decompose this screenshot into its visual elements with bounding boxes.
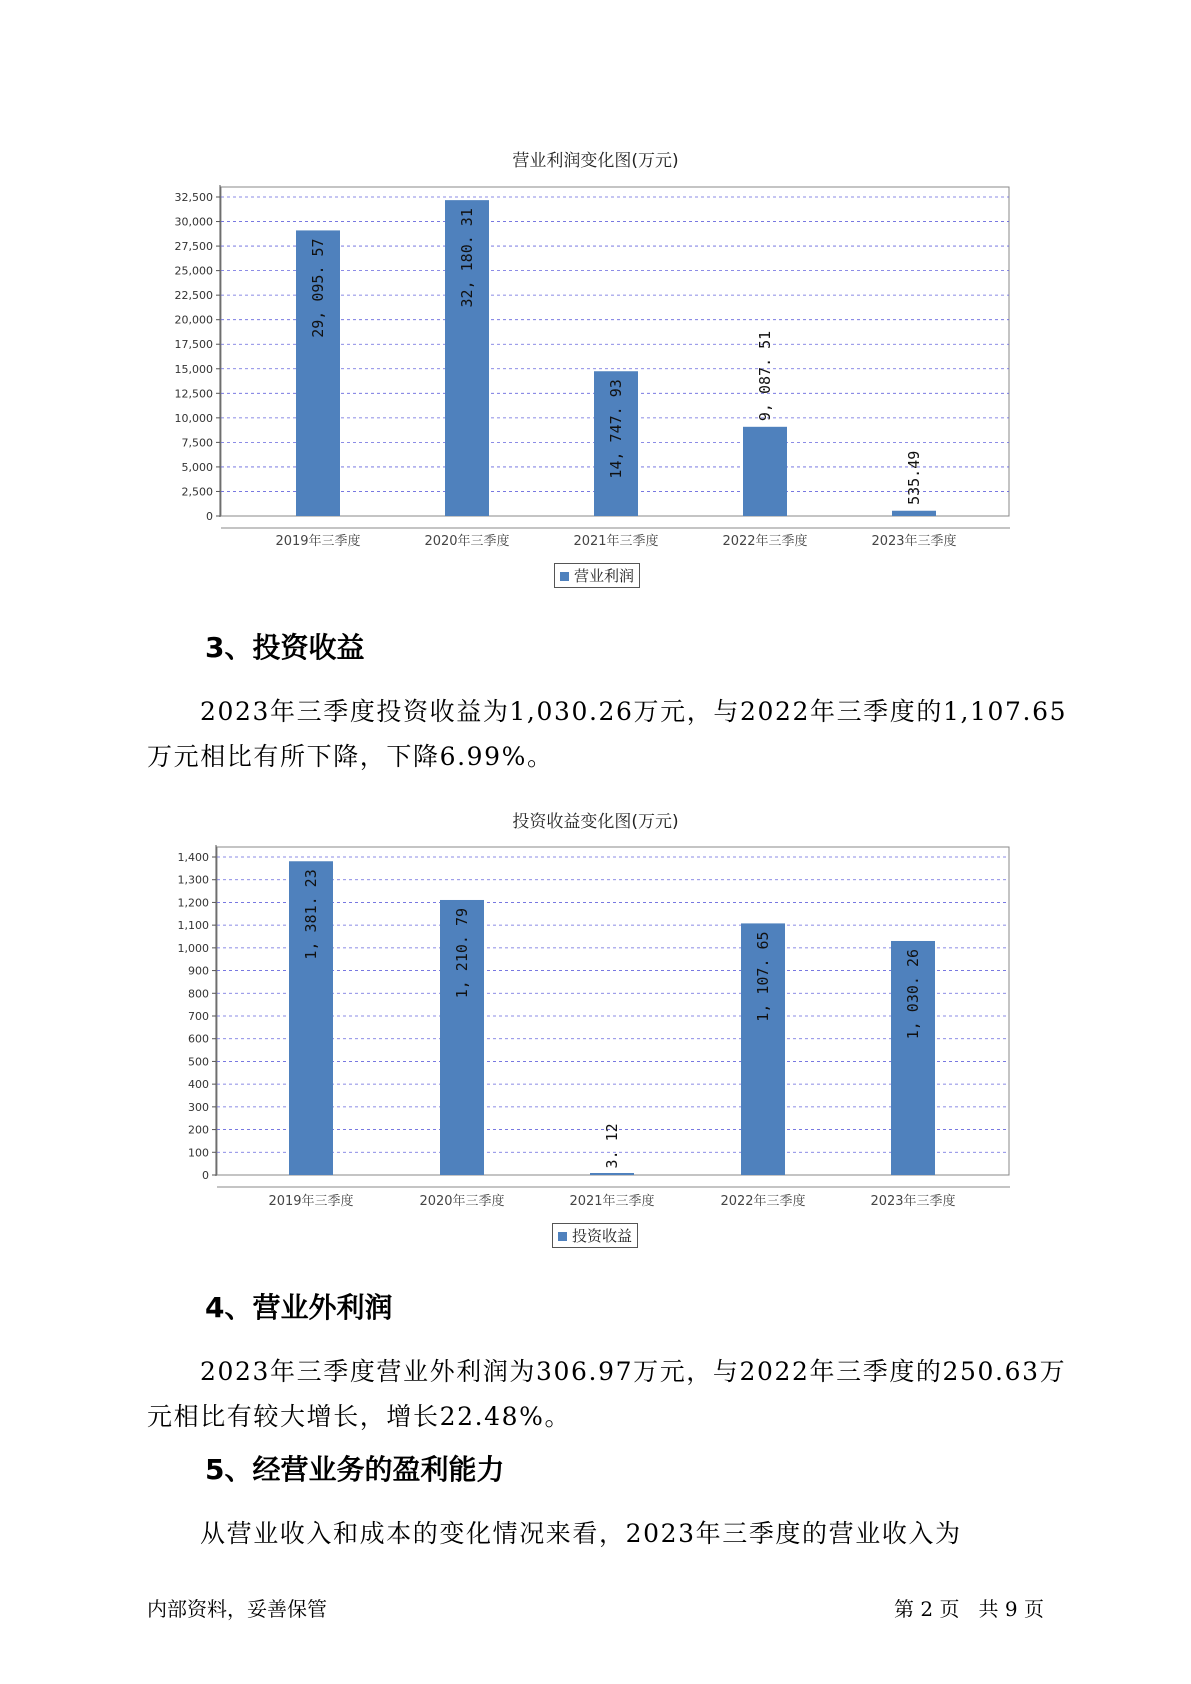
- y-tick-label: 20,000: [174, 313, 213, 327]
- legend-swatch: [558, 1232, 567, 1241]
- paragraph-line: 元相比有较大增长，增长22.48%。: [147, 1402, 572, 1431]
- section-heading-non-operating-profit: 4、营业外利润: [205, 1291, 393, 1324]
- y-tick-label: 700: [188, 1010, 209, 1023]
- y-tick-label: 7,500: [181, 436, 213, 450]
- x-tick-label: 2022年三季度: [720, 1194, 806, 1209]
- y-tick-label: 1,200: [177, 896, 209, 910]
- y-tick-label: 2,500: [181, 485, 213, 499]
- y-tick-label: 27,500: [174, 240, 213, 254]
- x-tick-label: 2020年三季度: [424, 534, 510, 549]
- bar-value-label: 1, 210. 79: [453, 907, 471, 999]
- bar-value-label: 3. 12: [603, 1123, 621, 1169]
- y-tick-label: 10,000: [174, 411, 213, 425]
- y-tick-label: 0: [202, 1169, 209, 1182]
- section-heading-profitability: 5、经营业务的盈利能力: [205, 1453, 505, 1486]
- y-tick-label: 32,500: [174, 191, 213, 204]
- y-tick-label: 900: [188, 964, 209, 978]
- legend-label: 投资收益: [572, 1227, 633, 1245]
- y-tick-label: 600: [188, 1032, 209, 1046]
- y-tick-label: 15,000: [174, 362, 213, 376]
- bar-value-label: 1, 030. 26: [904, 948, 922, 1040]
- bar: [590, 1173, 634, 1175]
- y-tick-label: 800: [188, 987, 209, 1001]
- bar-value-label: 535.49: [905, 450, 923, 505]
- y-tick-label: 400: [188, 1078, 209, 1092]
- y-tick-label: 300: [188, 1100, 209, 1114]
- chart-title: 投资收益变化图(万元): [512, 812, 679, 832]
- y-tick-label: 30,000: [174, 215, 213, 229]
- x-tick-label: 2021年三季度: [569, 1194, 655, 1209]
- y-tick-label: 22,500: [174, 289, 213, 303]
- bar-value-label: 1, 381. 23: [302, 869, 320, 960]
- x-tick-label: 2021年三季度: [573, 534, 659, 549]
- y-tick-label: 12,500: [174, 387, 213, 401]
- x-tick-label: 2022年三季度: [722, 534, 808, 549]
- chart-title: 营业利润变化图(万元): [512, 151, 679, 171]
- y-tick-label: 1,400: [177, 851, 209, 864]
- paragraph-line: 万元相比有所下降，下降6.99%。: [147, 742, 554, 771]
- section-heading-investment-income: 3、投资收益: [205, 631, 365, 664]
- x-tick-label: 2023年三季度: [870, 1194, 956, 1209]
- bar-value-label: 9, 087. 51: [756, 330, 774, 422]
- bar-value-label: 14, 747. 93: [607, 379, 625, 479]
- footer-page-number: 第 2 页 共 9 页: [894, 1597, 1044, 1621]
- y-tick-label: 1,100: [177, 919, 209, 933]
- y-tick-label: 500: [188, 1055, 209, 1069]
- x-tick-label: 2019年三季度: [268, 1194, 354, 1209]
- bar-value-label: 32, 180. 31: [458, 208, 476, 308]
- y-tick-label: 25,000: [174, 264, 213, 278]
- y-tick-label: 0: [206, 510, 213, 523]
- paragraph-line: 从营业收入和成本的变化情况来看，2023年三季度的营业收入为: [200, 1519, 962, 1548]
- y-tick-label: 17,500: [174, 338, 213, 352]
- x-tick-label: 2019年三季度: [275, 534, 361, 549]
- y-tick-label: 5,000: [181, 460, 213, 474]
- y-tick-label: 100: [188, 1146, 209, 1160]
- y-tick-label: 1,300: [177, 873, 209, 887]
- y-tick-label: 200: [188, 1123, 209, 1137]
- paragraph-line: 2023年三季度营业外利润为306.97万元，与2022年三季度的250.63万: [200, 1357, 1067, 1386]
- chart-legend: [552, 1223, 638, 1248]
- paragraph-line: 2023年三季度投资收益为1,030.26万元，与2022年三季度的1,107.65: [200, 697, 1068, 726]
- legend-label: 营业利润: [574, 567, 635, 585]
- x-tick-label: 2023年三季度: [871, 534, 957, 549]
- x-tick-label: 2020年三季度: [419, 1194, 505, 1209]
- y-tick-label: 1,000: [177, 941, 209, 955]
- bar-value-label: 29, 095. 57: [309, 238, 327, 338]
- footer-confidential: 内部资料，妥善保管: [147, 1597, 327, 1621]
- bar-value-label: 1, 107. 65: [754, 931, 772, 1022]
